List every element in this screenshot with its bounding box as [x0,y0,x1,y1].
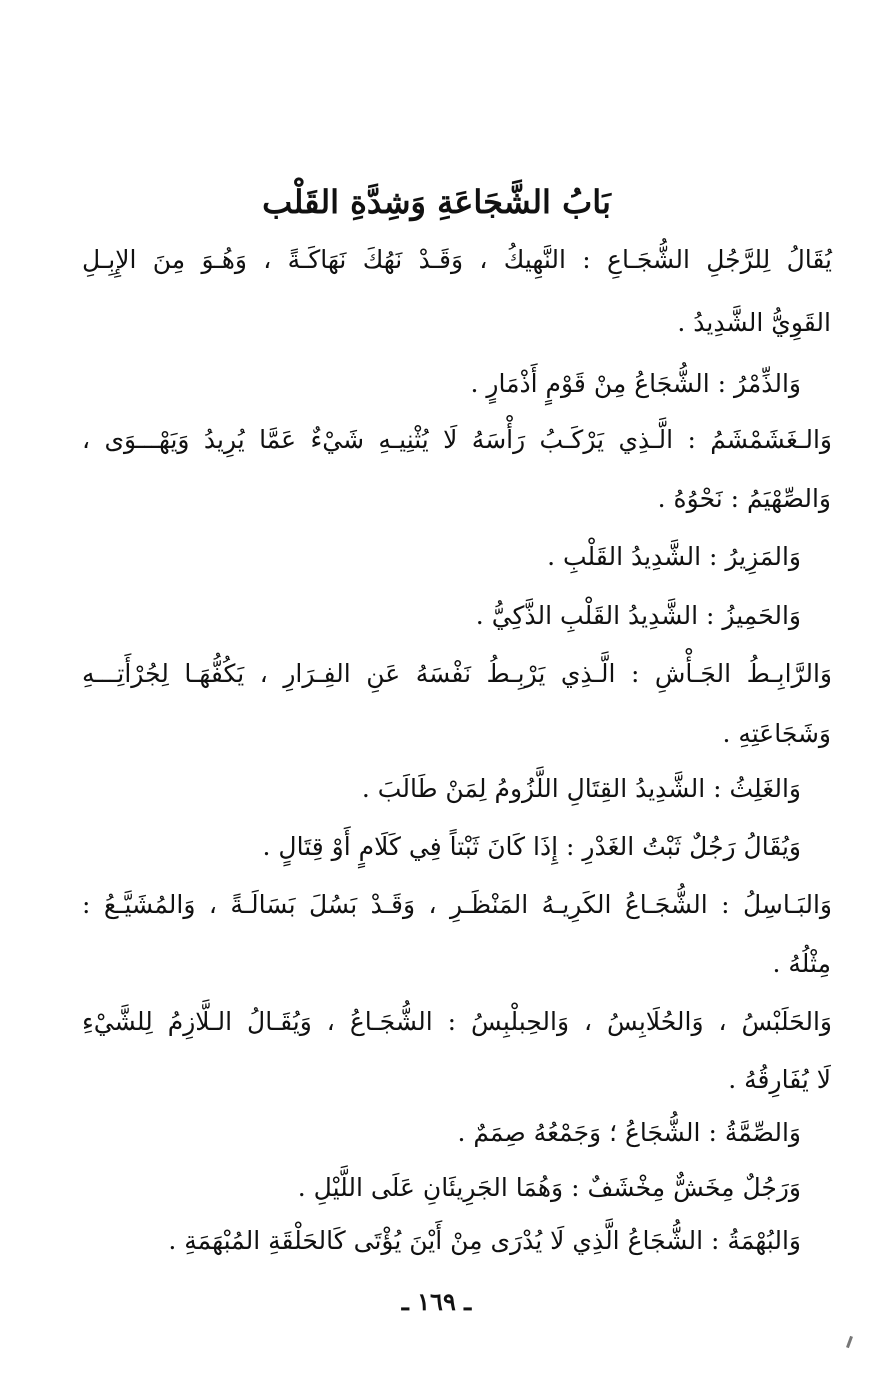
text-line-1: يُقَالُ لِلرَّجُلِ الشُّجَـاعِ : النَّهِيكُ ، وَقَـدْ نَهُكَ نَهَاكَـةً ، وَهُـوَ مِنَ الإِبِـلِ [82,245,832,274]
text-line-18: وَالبُهْمَةُ : الشُّجَاعُ الَّذِي لَا يُدْرَى مِنْ أَيْنَ يُؤْتَى كَالحَلْقَةِ المُبْهَمَةِ . [168,1226,801,1255]
text-line-12: وَالبَـاسِلُ : الشُّجَـاعُ الكَرِيـهُ المَنْظَـرِ ، وَقَـدْ بَسُلَ بَسَالَـةً ، وَالمُشَيَّـعُ : [82,890,832,919]
text-line-8: وَالرَّابِـطُ الجَـأْشِ : الَّـذِي يَرْبِـطُ نَفْسَهُ عَنِ الفِـرَارِ ، يَكُفُّهَـا لِجُرْأَتِـــهِ [82,659,832,688]
text-line-16: وَالصِّمَّةُ : الشُّجَاعُ ؛ وَجَمْعُهُ صِمَمٌ . [457,1118,801,1147]
text-line-15: لَا يُفَارِقُهُ . [728,1065,831,1094]
text-line-3: وَالذِّمْرُ : الشُّجَاعُ مِنْ قَوْمٍ أَذْمَارٍ . [470,369,801,398]
text-line-2: القَوِيُّ الشَّدِيدُ . [677,308,831,337]
text-line-4: وَالـغَشَمْشَمُ : الَّـذِي يَرْكَـبُ رَأْسَهُ لَا يُثْنِيـهِ شَيْءٌ عَمَّا يُرِيدُ وَيَهْـــوَى ، [82,425,832,454]
text-line-11: وَيُقَالُ رَجُلٌ ثَبْتُ الغَدْرِ : إِذَا كَانَ ثَبْتاً فِي كَلَامٍ أَوْ قِتَالٍ . [262,832,801,861]
chapter-title: بَابُ الشَّجَاعَةِ وَشِدَّةِ القَلْب [262,183,611,221]
text-line-5: وَالصِّهْيَمُ : نَحْوُهُ . [657,484,831,513]
text-line-6: وَالمَزِيرُ : الشَّدِيدُ القَلْبِ . [547,542,801,571]
text-line-17: وَرَجُلٌ مِخَشٌّ مِخْشَفٌ : وَهُمَا الجَرِيئَانِ عَلَى اللَّيْلِ . [297,1173,801,1202]
text-line-14: وَالحَلَبْسُ ، وَالحُلَابِسُ ، وَالحِبلْبِسُ : الشُّجَـاعُ ، وَيُقَـالُ الـلَّازِمُ لِلشَّيْءِ [82,1007,832,1036]
scan-speck [846,1336,853,1348]
text-line-13: مِثْلُهُ . [772,949,831,978]
text-line-9: وَشَجَاعَتِهِ . [722,719,831,748]
text-line-10: وَالغَلِثُ : الشَّدِيدُ القِتَالِ اللَّزُومُ لِمَنْ طَالَبَ . [361,774,801,803]
text-line-7: وَالحَمِيزُ : الشَّدِيدُ القَلْبِ الذَّكِيُّ . [475,601,801,630]
page-number: ـ ١٦٩ ـ [401,1287,472,1316]
